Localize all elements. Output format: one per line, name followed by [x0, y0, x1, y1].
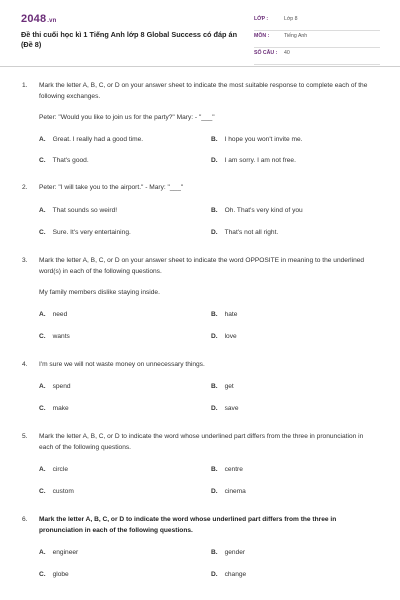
question-1-number: 1. — [22, 82, 28, 89]
exam-title: Đề thi cuối học kì 1 Tiếng Anh lớp 8 Global Success có đáp án (Đề 8) — [21, 30, 238, 49]
option-text: hate — [224, 311, 238, 318]
question-3-option-b[interactable] — [211, 311, 237, 318]
question-3-prompt: My family members dislike staying inside. — [39, 289, 160, 296]
option-text: change — [224, 571, 247, 578]
question-6-option-b[interactable] — [211, 549, 245, 556]
option-text: I am sorry. I am not free. — [224, 157, 296, 164]
option-letter: D. — [211, 405, 218, 412]
question-4-number: 4. — [22, 361, 28, 368]
option-letter: D. — [211, 229, 218, 236]
option-letter: A. — [39, 136, 46, 143]
option-letter: B. — [211, 549, 218, 556]
question-3-instruction: Mark the letter A, B, C, or D on your answer sheet to indicate the word OPPOSITE in meaning to the underlined word(s) in each of the following questions. — [39, 257, 365, 275]
question-6-number: 6. — [22, 516, 28, 523]
question-5-option-a[interactable] — [39, 466, 68, 473]
question-2-option-b[interactable] — [211, 207, 303, 214]
option-text: engineer — [52, 549, 79, 556]
option-letter: D. — [211, 571, 218, 578]
question-2-instruction: Peter: "I will take you to the airport." - Mary: "___" — [39, 184, 184, 191]
option-letter: C. — [39, 488, 46, 495]
option-text: love — [224, 333, 237, 340]
option-text: centre — [224, 466, 243, 473]
question-6-option-a[interactable] — [39, 549, 78, 556]
question-1-option-a[interactable] — [39, 136, 143, 143]
option-text: custom — [52, 488, 74, 495]
meta-label-count: SỐ CÂU : — [254, 50, 278, 56]
question-1-option-b[interactable] — [211, 136, 302, 143]
question-2-option-c[interactable] — [39, 229, 131, 236]
option-letter: C. — [39, 157, 46, 164]
option-letter: C. — [39, 571, 46, 578]
question-5-option-c[interactable] — [39, 488, 74, 495]
question-1-option-c[interactable] — [39, 157, 89, 164]
option-text: globe — [52, 571, 69, 578]
option-letter: A. — [39, 207, 46, 214]
question-5-number: 5. — [22, 433, 28, 440]
option-letter: A. — [39, 466, 46, 473]
question-1-prompt: Peter: "Would you like to join us for the party?" Mary: - "___" — [39, 114, 215, 121]
option-letter: D. — [211, 157, 218, 164]
option-text: make — [52, 405, 69, 412]
option-text: wants — [52, 333, 70, 340]
option-text: need — [52, 311, 68, 318]
meta-label-subject: MÔN : — [254, 33, 270, 39]
option-text: save — [224, 405, 239, 412]
option-letter: C. — [39, 405, 46, 412]
question-2-option-d[interactable] — [211, 229, 278, 236]
option-text: I hope you won't invite me. — [224, 136, 303, 143]
option-text: gender — [224, 549, 246, 556]
option-text: Oh. That's very kind of you — [224, 207, 303, 214]
option-text: That's good. — [52, 157, 89, 164]
option-letter: A. — [39, 549, 46, 556]
option-letter: D. — [211, 488, 218, 495]
option-text: That's not all right. — [224, 229, 279, 236]
question-3-option-c[interactable] — [39, 333, 70, 340]
question-4-instruction: I'm sure we will not waste money on unnecessary things. — [39, 361, 205, 368]
option-letter: B. — [211, 466, 218, 473]
logo-suffix: .vn — [47, 18, 57, 24]
option-text: Great. I really had a good time. — [52, 136, 144, 143]
option-text: get — [224, 383, 234, 390]
question-4-option-b[interactable] — [211, 383, 234, 390]
meta-label-class: LỚP : — [254, 16, 269, 22]
question-2-option-a[interactable] — [39, 207, 117, 214]
question-4-option-d[interactable] — [211, 405, 239, 412]
option-letter: C. — [39, 229, 46, 236]
meta-value-count: 40 — [284, 50, 290, 56]
question-3-option-d[interactable] — [211, 333, 237, 340]
logo-main: 2048 — [21, 13, 47, 25]
meta-value-class: Lớp 8 — [284, 16, 298, 22]
question-4-option-c[interactable] — [39, 405, 69, 412]
question-1-option-d[interactable] — [211, 157, 296, 164]
question-1-instruction: Mark the letter A, B, C, or D on your answer sheet to indicate the most suitable response to complete each of the following exchanges. — [39, 82, 368, 100]
question-6-instruction: Mark the letter A, B, C, or D to indicate the word whose underlined part differs from the three in pronunciation in each of the following questions. — [39, 516, 337, 534]
option-letter: B. — [211, 311, 218, 318]
option-letter: B. — [211, 136, 218, 143]
question-2-number: 2. — [22, 184, 28, 191]
option-letter: A. — [39, 311, 46, 318]
question-6-option-c[interactable] — [39, 571, 69, 578]
meta-value-subject: Tiếng Anh — [284, 33, 308, 39]
option-letter: B. — [211, 383, 218, 390]
question-5-instruction: Mark the letter A, B, C, or D to indicate the word whose underlined part differs from the three in pronunciation in each of the following questions. — [39, 433, 364, 451]
option-text: cinema — [224, 488, 246, 495]
option-letter: C. — [39, 333, 46, 340]
option-text: circle — [52, 466, 68, 473]
option-text: That sounds so weird! — [52, 207, 118, 214]
option-letter: A. — [39, 383, 46, 390]
question-3-option-a[interactable] — [39, 311, 67, 318]
question-4-option-a[interactable] — [39, 383, 71, 390]
option-text: spend — [52, 383, 71, 390]
question-6-option-d[interactable] — [211, 571, 246, 578]
option-letter: B. — [211, 207, 218, 214]
question-5-option-d[interactable] — [211, 488, 246, 495]
question-5-option-b[interactable] — [211, 466, 243, 473]
option-text: Sure. It's very entertaining. — [52, 229, 131, 236]
question-3-number: 3. — [22, 257, 28, 264]
option-letter: D. — [211, 333, 218, 340]
